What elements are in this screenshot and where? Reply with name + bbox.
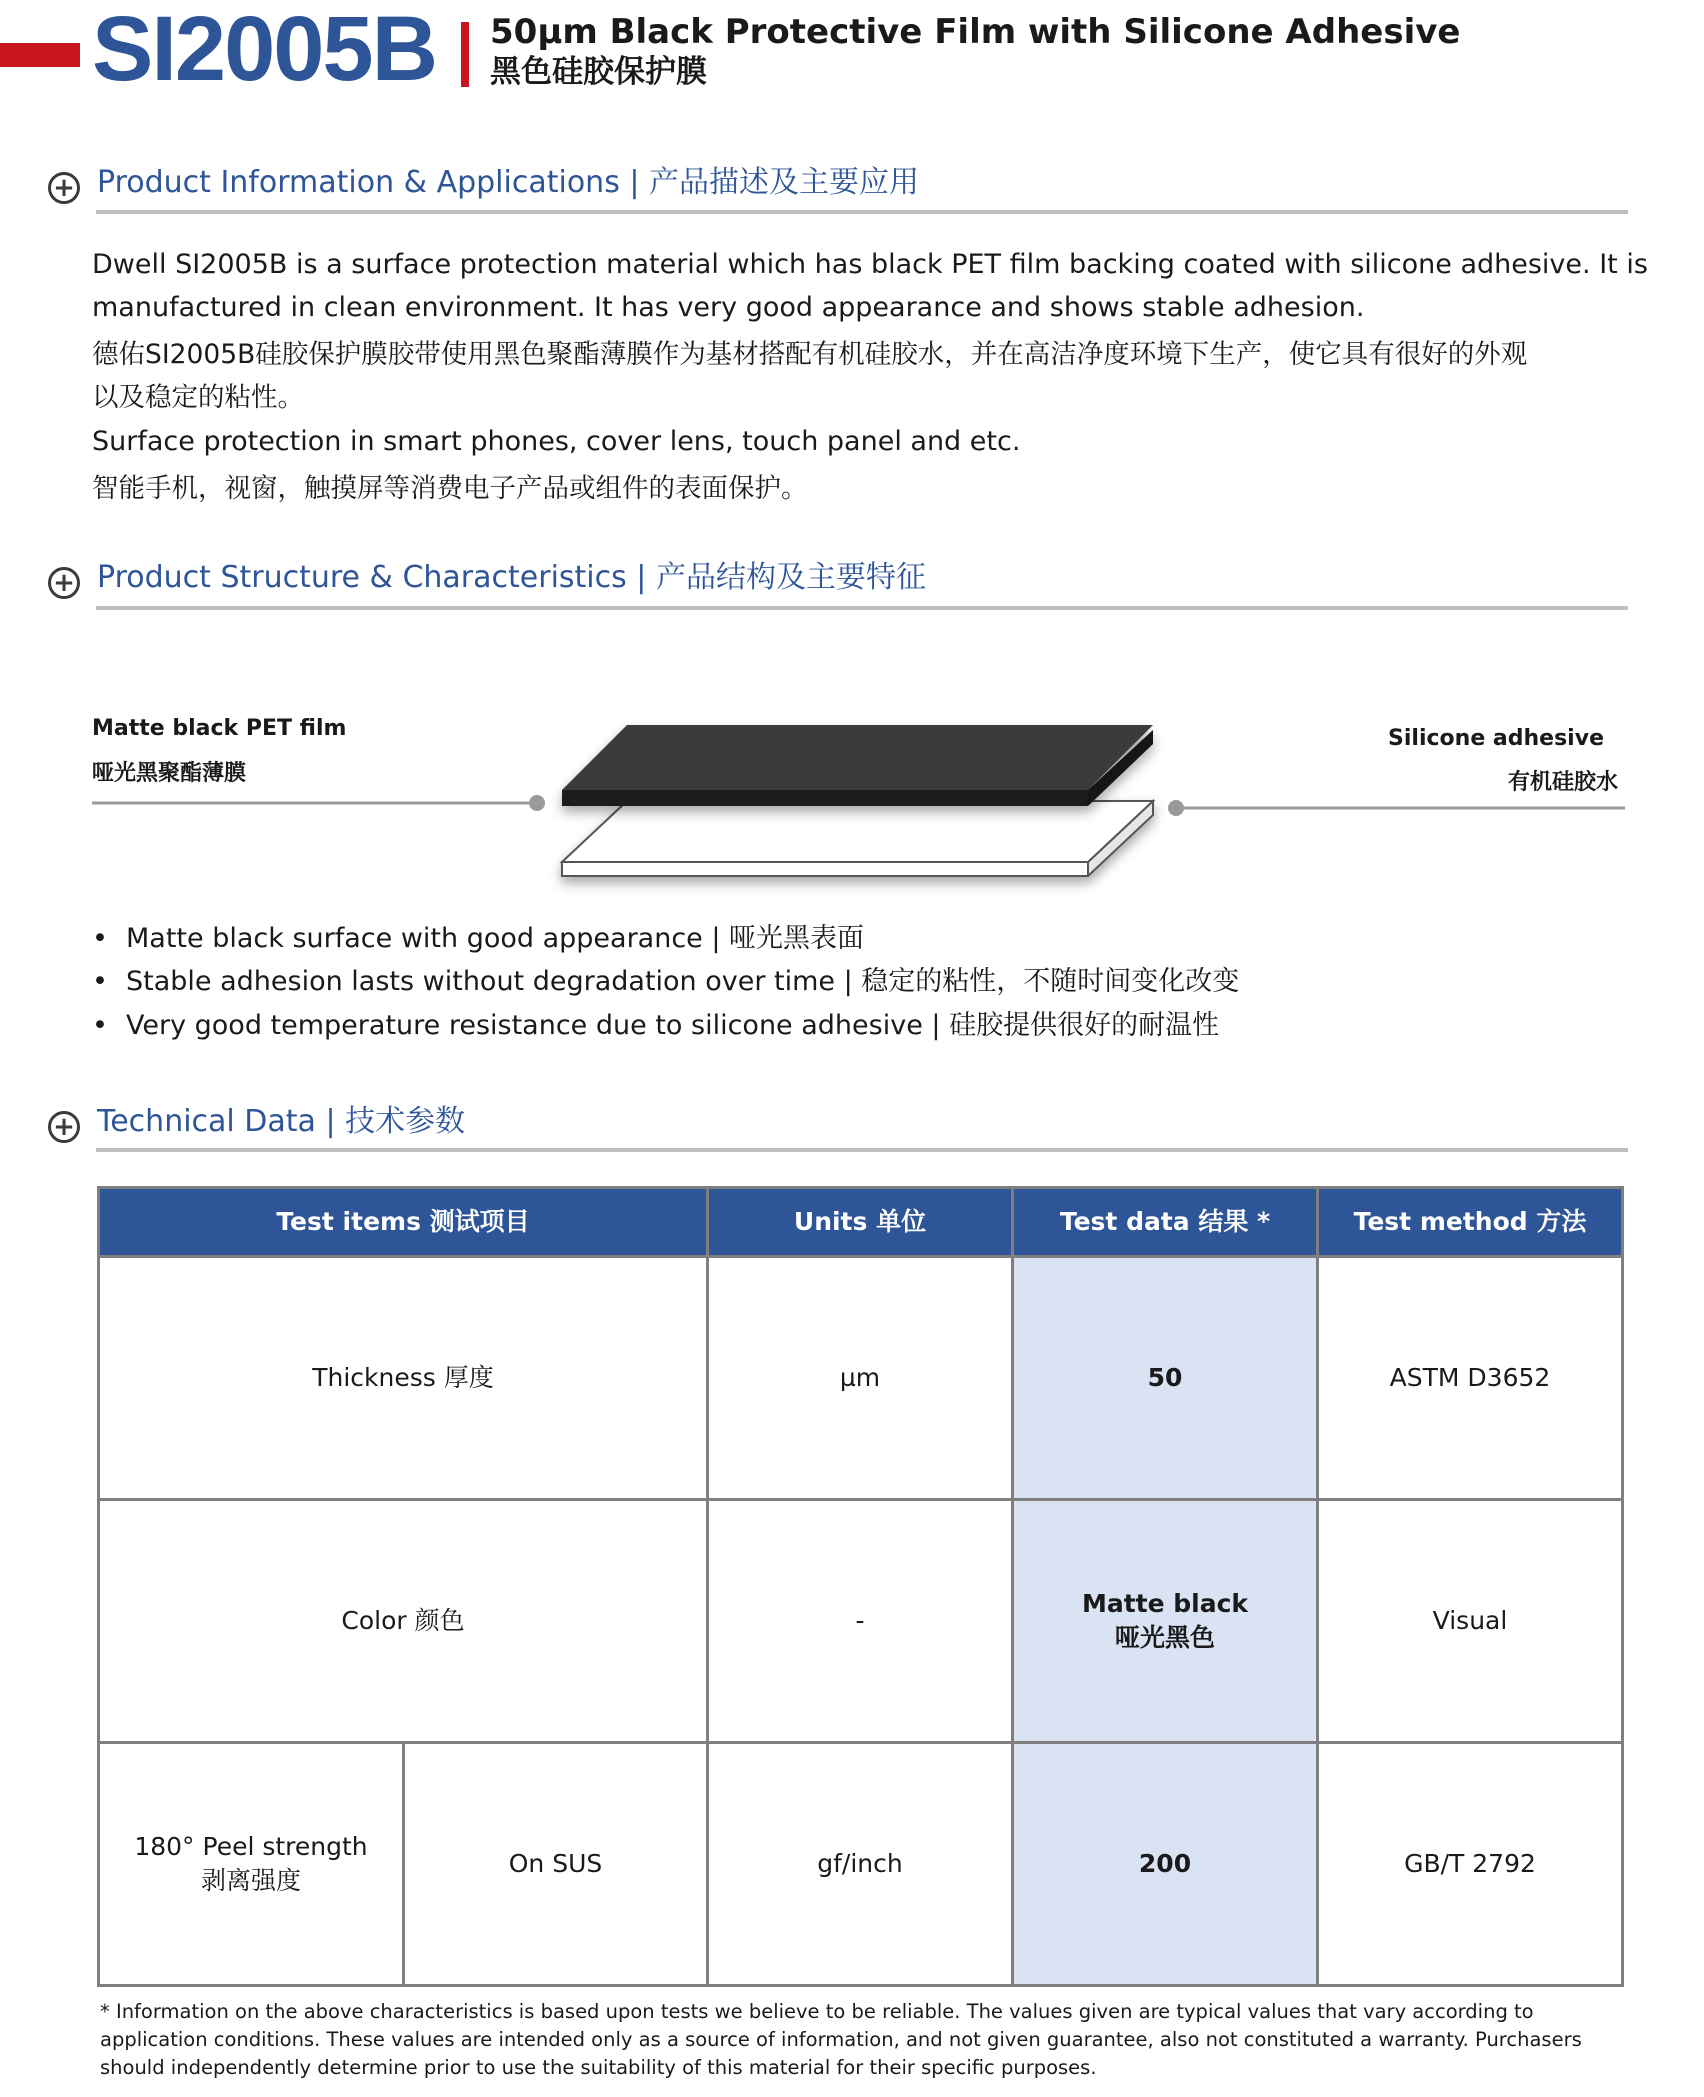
header-test-method: Test method 方法 bbox=[1318, 1188, 1623, 1257]
cell-value bbox=[1013, 1500, 1318, 1743]
applications-en: Surface protection in smart phones, cover lens, touch panel and etc. bbox=[92, 426, 1021, 457]
label-adhesive-cn: 有机硅胶水 bbox=[1507, 770, 1618, 795]
section-title-structure: Product Structure & Characteristics | 产品结构及主要特征 bbox=[97, 560, 926, 595]
cell-value: 200 bbox=[1013, 1743, 1318, 1986]
label-pet-film-en: Matte black PET film bbox=[92, 716, 347, 741]
section-divider bbox=[96, 606, 1628, 610]
info-paragraph-cn-2: 以及稳定的粘性。 bbox=[92, 382, 304, 413]
cell-item: Thickness 厚度 bbox=[99, 1257, 708, 1500]
table-row bbox=[99, 1743, 1623, 1986]
feature-bullet: • Very good temperature resistance due to silicone adhesive | 硅胶提供很好的耐温性 bbox=[92, 1010, 1220, 1041]
title-divider bbox=[461, 22, 469, 87]
plus-circle-icon: + bbox=[48, 567, 80, 599]
label-adhesive-en: Silicone adhesive bbox=[1388, 726, 1604, 751]
adhesive-layer bbox=[562, 801, 1153, 876]
cell-value-line: 哑光黑色 bbox=[1114, 1623, 1215, 1652]
cell-method: Visual bbox=[1318, 1500, 1623, 1743]
cell-item-line: 剥离强度 bbox=[200, 1866, 301, 1895]
cell-unit: - bbox=[708, 1500, 1013, 1743]
cell-item-line: 180° Peel strength bbox=[134, 1832, 368, 1861]
table-header-row bbox=[99, 1188, 1623, 1257]
disclaimer-footnote: * Information on the above characteristics is based upon tests we believe to be reliable. The values given are typical values that vary according to application conditions. These values are intended only as a source of information, and not given guarantee, also not constituted a warranty. Purchasers should independently determine prior to use the suitability of this material for their specific purposes. bbox=[100, 2000, 1582, 2079]
plus-circle-icon: + bbox=[48, 1111, 80, 1143]
info-paragraph-cn-1: 德佑SI2005B硅胶保护膜胶带使用黑色聚酯薄膜作为基材搭配有机硅胶水，并在高洁净度环境下生产，使它具有很好的外观 bbox=[92, 339, 1528, 370]
header-units: Units 单位 bbox=[708, 1188, 1013, 1257]
technical-data-table bbox=[97, 1186, 1624, 1987]
header-test-data: Test data 结果 * bbox=[1013, 1188, 1318, 1257]
cell-method: GB/T 2792 bbox=[1318, 1743, 1623, 1986]
left-connector-dot bbox=[529, 795, 545, 811]
applications-cn: 智能手机，视窗，触摸屏等消费电子产品或组件的表面保护。 bbox=[92, 473, 808, 504]
label-pet-film-cn: 哑光黑聚酯薄膜 bbox=[92, 761, 247, 786]
cell-value-line: Matte black bbox=[1081, 1589, 1249, 1618]
table-row bbox=[99, 1257, 1623, 1500]
pet-film-layer bbox=[562, 725, 1153, 806]
cell-unit: gf/inch bbox=[708, 1743, 1013, 1986]
section-title-info: Product Information & Applications | 产品描述及主要应用 bbox=[97, 165, 919, 200]
cell-sub-item: On SUS bbox=[404, 1743, 708, 1986]
product-title-cn: 黑色硅胶保护膜 bbox=[490, 54, 707, 90]
info-paragraph-en-1: Dwell SI2005B is a surface protection material which has black PET film backing coated with silicone adhesive. It is bbox=[92, 249, 1648, 280]
cell-item bbox=[99, 1743, 404, 1986]
feature-bullet: • Matte black surface with good appearance | 哑光黑表面 bbox=[92, 923, 865, 954]
cell-value: 50 bbox=[1013, 1257, 1318, 1500]
feature-bullet: • Stable adhesion lasts without degradation over time | 稳定的粘性，不随时间变化改变 bbox=[92, 966, 1240, 997]
section-title-tech: Technical Data | 技术参数 bbox=[97, 1104, 466, 1139]
plus-circle-icon: + bbox=[48, 172, 80, 204]
section-divider bbox=[96, 1148, 1628, 1152]
brand-red-bar bbox=[0, 43, 80, 67]
right-connector-dot bbox=[1168, 800, 1184, 816]
cell-method: ASTM D3652 bbox=[1318, 1257, 1623, 1500]
structure-diagram bbox=[0, 660, 1704, 910]
table-row bbox=[99, 1500, 1623, 1743]
cell-item: Color 颜色 bbox=[99, 1500, 708, 1743]
section-divider bbox=[96, 210, 1628, 214]
cell-unit: µm bbox=[708, 1257, 1013, 1500]
product-code: SI2005B bbox=[92, 0, 437, 100]
header-test-items: Test items 测试项目 bbox=[99, 1188, 708, 1257]
product-title-en: 50µm Black Protective Film with Silicone Adhesive bbox=[490, 12, 1461, 52]
info-paragraph-en-2: manufactured in clean environment. It has very good appearance and shows stable adhesion. bbox=[92, 292, 1365, 323]
